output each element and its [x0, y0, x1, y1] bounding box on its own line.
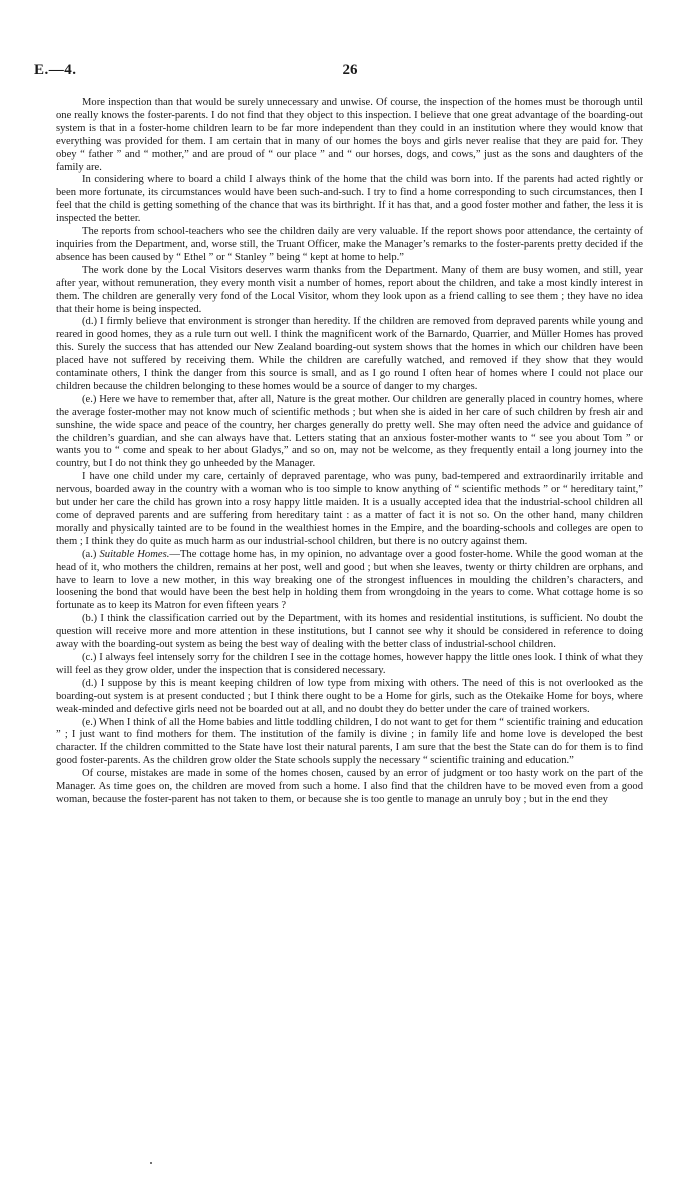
- paragraph: [56, 768, 643, 807]
- section-label: (d.): [82, 677, 98, 689]
- report-code: E.—4.: [34, 62, 77, 78]
- paragraph: [56, 652, 643, 678]
- paragraph: [56, 316, 643, 393]
- paragraph: [56, 471, 643, 548]
- section-label: (b.): [82, 613, 98, 625]
- paragraph-text: More inspection than that would be surely unnecessary and unwise. Of course, the inspection of the homes must be thorough until one really knows the foster-parents. I do not find that they object to this inspection. I believe that one great advantage of the boarding-out system is that in a foster-home children learn to be far more independent than they could in an institution where they would know that everything was provided for them. I am certain that in many of our homes the boys and girls never realise that they are paid for. They obey “ father ” and “ mother,” and are proud of “ our place ” and “ our horses, dogs, and cows,” just as the sons and daughters of the family are.: [56, 97, 643, 173]
- section-label: (e.): [82, 393, 97, 405]
- paragraph-text: The reports from school-teachers who see the children daily are very valuable. If the report shows poor attendance, the certainty of inquiries from the Department, and, worse still, the Truant Officer, make the Manager’s remarks to the foster-parents pretty decided if the absence has been caused by “ Ethel ” or “ Stanley ” being “ kept at home to help.”: [56, 226, 643, 263]
- paragraph-text: When I think of all the Home babies and little toddling children, I do not want to get for them “ scientific training and education ” ; I just want to find mothers for them. The institution of the family is divine ; in family life and home love is developed the best character. If the children committed to the State have lost their natural parents, I am sure that the best the State can do for them is to find good foster-parents. As the children grow older the State schools supply the necessary “ scientific training and education.”: [56, 716, 643, 767]
- section-label: (e.): [82, 716, 97, 728]
- paragraph: [56, 226, 643, 265]
- paragraph: [56, 717, 643, 769]
- paragraph-text: Here we have to remember that, after all, Nature is the great mother. Our children are generally placed in country homes, where the average foster-mother may not know much of scientific methods ; but when she is aided in her care of such children by fresh air and sunshine, the wide space and peace of the country, her charges generally do pretty well. She may often need the advice and guidance of the children’s guardian, and she can always have that. Letters stating that an anxious foster-mother wants to “ see you about Tom ” or wants you to “ come and speak to her about Gladys,” and so on, may not be welcome, as they frequently entail a long journey into the country, but I do not think they go unheeded by the Manager.: [56, 393, 643, 470]
- paragraph-text: I firmly believe that environment is stronger than heredity. If the children are removed from depraved parents while young and reared in good homes, they as a rule turn out well. I think the magnificent work of the Barnardo, Quarrier, and Müller Homes has proved this. Surely the success that has attended our New Zealand boarding-out system shows that the homes in which our children have been placed have not suffered by receiving them. While the children are carefully watched, and removed if they show that they would contaminate others, I think the danger from this source is small, and as I go round I often hear of homes where I could not place our children because the children belonging to these homes would be a source of danger to my charges.: [56, 316, 643, 392]
- page-number: 26: [342, 62, 358, 78]
- paragraph: [56, 549, 643, 614]
- print-speck: [150, 1162, 152, 1164]
- paragraph-text: —The cottage home has, in my opinion, no advantage over a good foster-home. While the good woman at the head of it, who mothers the children, remains at her post, well and good ; but when she leaves, twenty or thirty children are orphans, and have to learn to love a new mother, in this way breaking one of the strongest influences in moulding the children’s characters, and loosening the bond that would have been the best help in holding them from wrongdoing in the years to come. What cottage home is so fortunate as to keep its Matron for even fifteen years ?: [56, 548, 643, 612]
- paragraph: [56, 265, 643, 317]
- paragraph-text: I have one child under my care, certainly of depraved parentage, who was puny, bad-tempered and extraordinarily irritable and nervous, boarded away in the country with a woman who is too simple to know anything of “ scientific methods ” or “ hereditary taint,” but under her care the child has grown into a rosy happy little maiden. It is a usually accepted idea that the industrial-school children all come of depraved parents and are suffering from hereditary taint : as a matter of fact it is not so. On the other hand, many children morally and physically tainted are to be found in the wealthiest homes in the Empire, and the boarding-schools and colleges are open to them ; I think they do quite as much harm as our industrial-school children, but there is no outcry against them.: [56, 471, 643, 547]
- section-label: (c.): [82, 651, 97, 663]
- paragraph: [56, 613, 643, 652]
- paragraph-text: I always feel intensely sorry for the children I see in the cottage homes, however happy the little ones look. I think of what they will feel as they grow older, under the inspection that is considered necessary.: [56, 651, 643, 676]
- section-heading: Suitable Homes.: [99, 548, 170, 560]
- page-header: [34, 62, 666, 80]
- section-label: (d.): [82, 316, 98, 328]
- paragraph: [56, 174, 643, 226]
- paragraph-text: I think the classification carried out by the Department, with its homes and residential institutions, is sufficient. No doubt the question will receive more and more attention in these institutions, but I cannot see why it should be considered in reference to doing away with the boarding-out system as being the best way of dealing with the better class of industrial-school children.: [56, 613, 643, 651]
- paragraph: [56, 678, 643, 717]
- paragraph: [56, 97, 643, 174]
- body-text: [56, 97, 643, 807]
- paragraph-text: I suppose by this is meant keeping children of low type from mixing with others. The need of this is not overlooked as the boarding-out system is at present conducted ; but I think there ought to be a Home for girls, such as the Otekaike Home for boys, where weak-minded and defective girls need not be boarded out at all, and no doubt they do better under the care of trained workers.: [56, 677, 643, 715]
- paragraph-text: The work done by the Local Visitors deserves warm thanks from the Department. Many of them are busy women, and still, year after year, without remuneration, they every month visit a number of homes, report about the children, and take a most kindly interest in them. The children are generally very fond of the Local Visitor, whom they look upon as a friend calling to see them ; they have no idea that their home is being inspected.: [56, 264, 643, 315]
- section-label: (a.): [82, 548, 97, 560]
- paragraph-text: Of course, mistakes are made in some of the homes chosen, caused by an error of judgment or too hasty work on the part of the Manager. As time goes on, the children are moved from such a home. I also find that the children have to be moved even from a good woman, because the foster-parent has not taken to them, or because she is too gentle to manage an unruly boy ; but in the end they: [56, 768, 643, 805]
- paragraph-text: In considering where to board a child I always think of the home that the child was born into. If the parents had acted rightly or been more fortunate, its circumstances would have been such-and-such. I try to find a home corresponding to such circumstances, then I feel that the child is getting something of the chance that was its birthright. If it has that, and a good foster mother and father, the less it is inspected the better.: [56, 174, 643, 225]
- paragraph: [56, 394, 643, 471]
